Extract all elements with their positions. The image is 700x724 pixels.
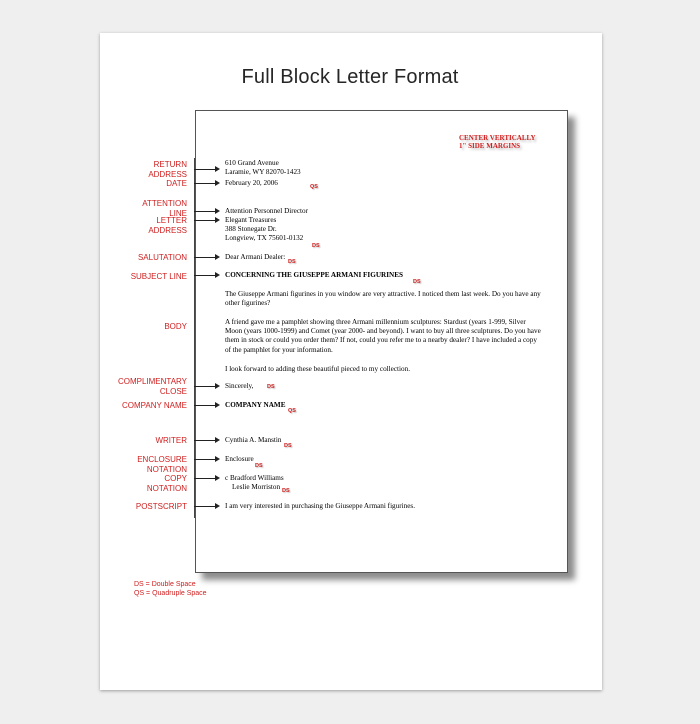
label-date: DATE	[166, 179, 187, 188]
label-return-address: RETURN ADDRESS	[148, 160, 187, 179]
enclosure-notation: Enclosure	[225, 455, 254, 463]
ds-mark: DS	[255, 463, 263, 469]
ds-mark: DS	[284, 443, 292, 449]
arrow-company	[194, 405, 218, 406]
qs-mark: QS	[288, 408, 296, 414]
center-note	[459, 134, 536, 150]
arrow-copy	[194, 478, 218, 479]
label-postscript: POSTSCRIPT	[135, 502, 187, 511]
copy-notation: c Bradford Williams Leslie Morriston	[225, 474, 284, 492]
arrow-date	[194, 183, 218, 184]
label-subject-line: SUBJECT LINE	[130, 272, 187, 281]
ds-mark: DS	[288, 259, 296, 265]
label-letter-address: LETTER ADDRESS	[148, 216, 187, 235]
label-attention-line: ATTENTION LINE	[142, 199, 187, 218]
writer-name: Cynthia A. Manstin	[225, 436, 282, 444]
bracket-line	[194, 158, 195, 518]
legend-ds: DS = Double Space	[134, 581, 196, 588]
postscript: I am very interested in purchasing the Giuseppe Armani figurines.	[225, 502, 416, 510]
body-paragraph-3: I look forward to adding these beautiful pieced to my collection.	[225, 365, 411, 373]
letter-date: February 20, 2006	[225, 179, 278, 187]
page-title: Full Block Letter Format	[241, 66, 459, 88]
arrow-writer	[194, 440, 218, 441]
return-address: 610 Grand Avenue Laramie, WY 82070-1423	[225, 159, 301, 177]
arrow-enclosure	[194, 459, 218, 460]
arrow-salutation	[194, 257, 218, 258]
arrow-closing	[194, 386, 218, 387]
arrow-letter-address	[194, 220, 218, 221]
ds-mark: DS	[267, 384, 275, 390]
subject-line: CONCERNING THE GIUSEPPE ARMANI FIGURINES	[225, 271, 403, 279]
label-enclosure-notation: ENCLOSURE NOTATION	[137, 455, 187, 474]
label-body: BODY	[164, 322, 187, 331]
label-company-name: COMPANY NAME	[121, 401, 187, 410]
inside-address: Elegant Treasures 388 Stonegate Dr. Longview, TX 75601-0132	[225, 216, 304, 243]
body-paragraph-1: The Giuseppe Armani figurines in you window are very attractive. I noticed them last week. Do you have any other figurines?	[225, 290, 541, 308]
label-copy-notation: COPY NOTATION	[146, 474, 187, 493]
center-note-line-2: 1" SIDE MARGINS	[459, 142, 521, 150]
arrow-attention	[194, 211, 218, 212]
company-name: COMPANY NAME	[225, 401, 286, 409]
body-paragraph-2: A friend gave me a pamphlet showing three Armani millennium sculptures: Stardust (years 1-999, Silver Moon (years 1000-1999) and Comet (year 2000- and beyond). I want to buy all three sculptures. Do you have them in stock or could you order them? If not, could you refer me to a nearby dealer? I have included a copy of the pamphlet for your information.	[225, 318, 541, 354]
complimentary-close: Sincerely,	[225, 382, 254, 390]
ds-mark: DS	[282, 488, 290, 494]
arrow-return-address	[194, 169, 218, 170]
legend-qs: QS = Quadruple Space	[134, 590, 207, 597]
arrow-postscript	[194, 506, 218, 507]
salutation: Dear Armani Dealer:	[225, 253, 286, 261]
label-salutation: SALUTATION	[137, 253, 187, 262]
attention-line: Attention Personnel Director	[225, 207, 309, 215]
center-note-line-1: CENTER VERTICALLY	[459, 134, 536, 142]
qs-mark: QS	[310, 184, 318, 190]
label-writer: WRITER	[155, 436, 187, 445]
legend	[134, 580, 207, 598]
ds-mark: DS	[413, 279, 421, 285]
arrow-subject	[194, 275, 218, 276]
ds-mark: DS	[312, 243, 320, 249]
label-complimentary-close: COMPLIMENTARY CLOSE	[117, 377, 187, 396]
